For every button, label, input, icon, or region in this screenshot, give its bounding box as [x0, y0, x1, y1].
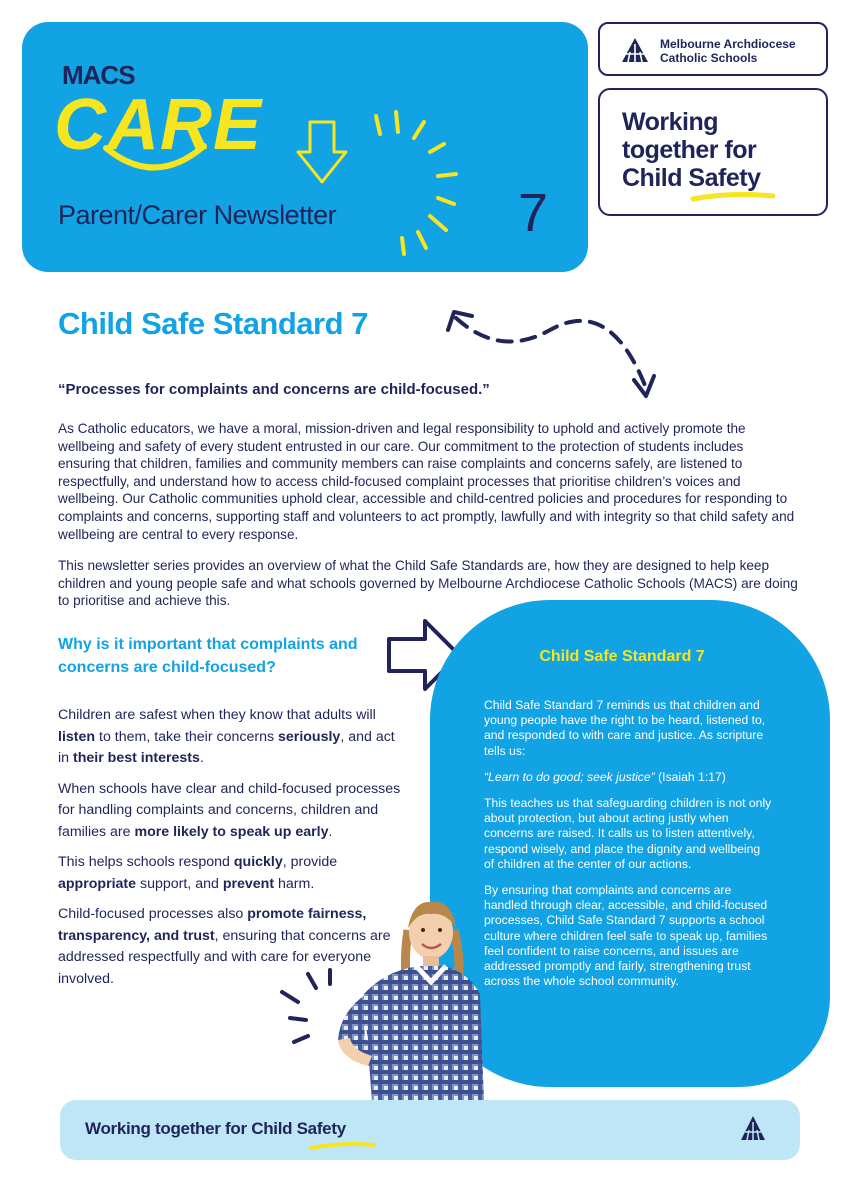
tagline-line1: Working — [622, 108, 719, 136]
doodle-lines-icon — [282, 970, 330, 1042]
scripture-line: “Learn to do good; seek justice” (Isaiah 1:17) — [484, 769, 726, 784]
macs-logo: MACS — [62, 60, 135, 90]
org-name — [660, 37, 820, 65]
callout-paragraph-2: This teaches us that safeguarding children is not only about protection, but about acting justly when concerns are raised. It calls us to listen attentively, respond wisely, and place the dignity and wellbeing of children at the center of our actions. — [484, 796, 772, 871]
org-card — [598, 22, 828, 76]
org-name-line2: Catholic Schools — [660, 51, 758, 65]
standard-quote: “Processes for complaints and concerns are child-focused.” — [58, 381, 490, 398]
page-title: Child Safe Standard 7 — [58, 306, 368, 341]
reason-paragraph-4: Child-focused processes also promote fairness, transparency, and trust, ensuring that concerns are addressed respectfully and with care for everyone involved. — [58, 906, 391, 987]
section-heading: Why is it important that complaints and concerns are child-focused? — [58, 636, 358, 676]
footer-bar — [60, 1100, 800, 1160]
callout-body — [484, 698, 772, 1000]
series-paragraph: This newsletter series provides an overview of what the Child Safe Standards are, how they are designed to help keep children and young people safe and what schools governed by Melbourne Archdiocese Catholic Schools (MACS) are doing to prioritise and achieve this. — [58, 558, 798, 609]
underline-swoosh-icon — [308, 1140, 378, 1152]
newsletter-label: Parent/Carer Newsletter — [58, 200, 337, 230]
reason-paragraph-2: When schools have clear and child-focused processes for handling complaints and concerns, children and families are more likely to speak up early. — [58, 780, 401, 840]
intro-paragraph: As Catholic educators, we have a moral, mission-driven and legal responsibility to uphold and actively promote the wellbeing and safety of every student entrusted in our care. Our commitment to the protection of students includes ensuring that children, families and community members can raise complaints and concerns safely, are listened to respectfully, and understand how to access child-focused complaint processes that prioritise children’s voices and wellbeing. Our Catholic communities uphold clear, accessible and child-centred policies and procedures for responding to complaints and concerns, supporting staff and volunteers to act promptly, lawfully and with integrity so that child safety and wellbeing are central to every response. — [58, 421, 795, 542]
reason-paragraph-3: This helps schools respond quickly, provide appropriate support, and prevent harm. — [58, 854, 338, 892]
tagline-text — [622, 108, 822, 192]
issue-number: 7 — [518, 183, 549, 243]
footer-tagline: Working together for Child Safety — [85, 1119, 346, 1138]
macs-emblem-icon — [740, 1114, 766, 1142]
down-arrow-icon — [294, 118, 350, 188]
smile-icon — [100, 140, 210, 180]
org-name-line1: Melbourne Archdiocese — [660, 37, 796, 51]
callout-title: Child Safe Standard 7 — [539, 648, 705, 665]
macs-emblem-icon — [620, 36, 650, 64]
reason-paragraph-1: Children are safest when they know that adults will listen to them, take their concerns seriously, and act in their best interests. — [58, 707, 395, 766]
tagline-line2: together for — [622, 136, 757, 164]
student-photo — [268, 890, 498, 1102]
care-logo: CARE — [54, 85, 263, 165]
callout-paragraph-1: Child Safe Standard 7 reminds us that children and young people have the right to be heard, listened to, and responded to with care and justice. As scripture tells us: — [484, 698, 766, 758]
header-banner — [22, 22, 588, 272]
callout-paragraph-3: By ensuring that complaints and concerns are handled through clear, accessible, and child-focused processes, Child Safe Standard 7 supports a school culture where children feel safe to speak up, families feel confident to raise concerns, and issues are addressed promptly and fairly, strengthening trust across the whole school community. — [484, 883, 768, 989]
underline-swoosh-icon — [690, 190, 776, 204]
tagline-line3: Child Safety — [622, 164, 761, 192]
sparkle-lines-icon — [374, 108, 464, 258]
